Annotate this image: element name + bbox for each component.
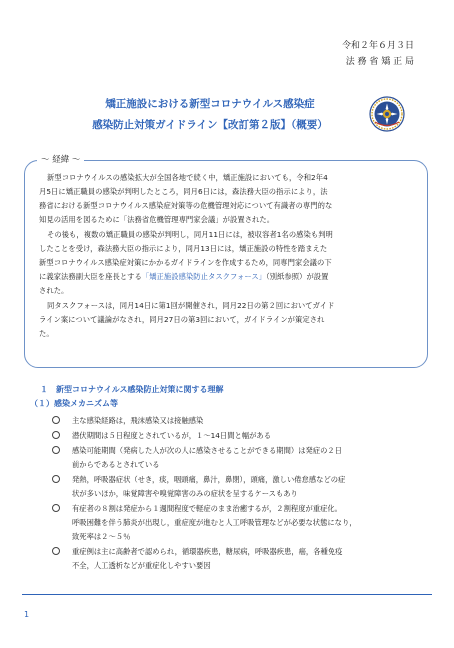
text-line: 感染可能期間（発病した人が次の人に感染させることができる期間）は発症の２日 [72, 446, 342, 455]
list-item [52, 502, 422, 544]
list-item [52, 545, 422, 573]
title-line-1: 矯正施設における新型コロナウイルス感染症 [105, 98, 315, 110]
box-label: ～ 経緯 ～ [37, 154, 84, 166]
text-line: 同タスクフォースは，同月14日に第1回が開催され，同月22日の第２回においてガイド [47, 301, 335, 310]
background-paragraph-2 [39, 228, 415, 298]
list-item [52, 473, 422, 501]
list-item [52, 429, 422, 443]
footer-divider [22, 594, 432, 595]
text-line: その後も，複数の矯正職員の感染が判明し，同月11日には，被収容者1名の感染も判明 [47, 230, 333, 239]
bullet-list [52, 414, 422, 574]
list-item [52, 444, 422, 472]
header-block [342, 38, 414, 70]
text-line: 状が多いほか，味覚障害や嗅覚障害のみの症状を呈するケースもあり [72, 489, 298, 498]
text-fragment: に義家法務副大臣を座長とする [39, 272, 142, 281]
text-line [39, 270, 415, 284]
text-line: ライン案について議論がなされ，同月27日の第3回において，ガイドラインが策定され [39, 315, 325, 324]
title-line-2: 感染防止対策ガイドライン【改訂第２版】（概要） [92, 119, 328, 131]
circle-bullet-icon [52, 446, 60, 454]
text-line: 月5日に矯正職員の感染が判明したところ，同月6日には，森法務大臣の指示により，法 [39, 187, 328, 196]
text-line: 知見の活用を図るために「法務省危機管理専門家会議」が設置された。 [39, 215, 275, 224]
text-line: た。 [39, 329, 54, 338]
document-title [60, 94, 360, 136]
text-line: 新型コロナウイルス感染症対策にかかるガイドラインを作成するため，同専門家会議の下 [39, 258, 332, 267]
circle-bullet-icon [52, 416, 60, 424]
text-line: 新型コロナウイルスの感染拡大が全国各地で続く中，矯正施設においても，令和2年4 [47, 173, 328, 182]
section-1 [30, 383, 420, 411]
circle-bullet-icon [52, 547, 60, 555]
text-line: 呼吸困難を伴う肺炎が出現し，重症度が進むと人工呼吸管理などが必要な状態になり， [72, 518, 357, 527]
text-line: された。 [39, 286, 69, 295]
text-line: 務省における新型コロナウイルス感染症対策等の危機管理対応について有識者の専門的な [39, 201, 333, 210]
page-number: 1 [24, 610, 30, 619]
text-fragment: （別紙参照）が設置 [266, 272, 329, 281]
background-paragraph-3 [39, 299, 415, 341]
background-paragraph-1 [39, 171, 415, 227]
box-body [39, 171, 415, 342]
issuer-name: 法 務 省 矯 正 局 [345, 57, 414, 67]
text-line: 主な感染経路は，飛沫感染又は接触感染 [72, 416, 204, 425]
text-line: 不全，人工透析などが重症化しやすい要因 [72, 561, 211, 570]
text-line: 前からであるとされている [72, 460, 160, 469]
subsection-heading: （１）感染メカニズム等 [30, 399, 118, 408]
text-line: 重症例は主に高齢者で認められ，循環器疾患，糖尿病，呼吸器疾患，癌，各種免疫 [72, 547, 343, 556]
issue-date: 令和２年６月３日 [341, 41, 414, 51]
text-line: 有症者の８割は発症から１週間程度で軽症のまま治癒するが，２割程度が重症化。 [72, 504, 342, 513]
text-line: 致死率は２～５％ [72, 532, 131, 541]
text-line: したことを受け，森法務大臣の指示により，同月13日には，矯正施設の特性を踏まえた [39, 244, 328, 253]
ministry-of-justice-emblem-icon [369, 96, 405, 132]
text-line: 発熱，呼吸器症状（せき，痰，咽頭痛，鼻汁，鼻閉），頭痛，激しい倦怠感などの症 [72, 475, 346, 484]
text-line: 潜伏期間は５日程度とされているが，１～14日間と幅がある [72, 431, 272, 440]
background-box [24, 155, 428, 368]
section-heading: １ 新型コロナウイルス感染防止対策に関する理解 [40, 385, 224, 394]
taskforce-name: 「矯正施設感染防止タスクフォース」 [141, 272, 267, 281]
circle-bullet-icon [52, 431, 60, 439]
list-item [52, 414, 422, 428]
circle-bullet-icon [52, 475, 60, 483]
circle-bullet-icon [52, 504, 60, 512]
